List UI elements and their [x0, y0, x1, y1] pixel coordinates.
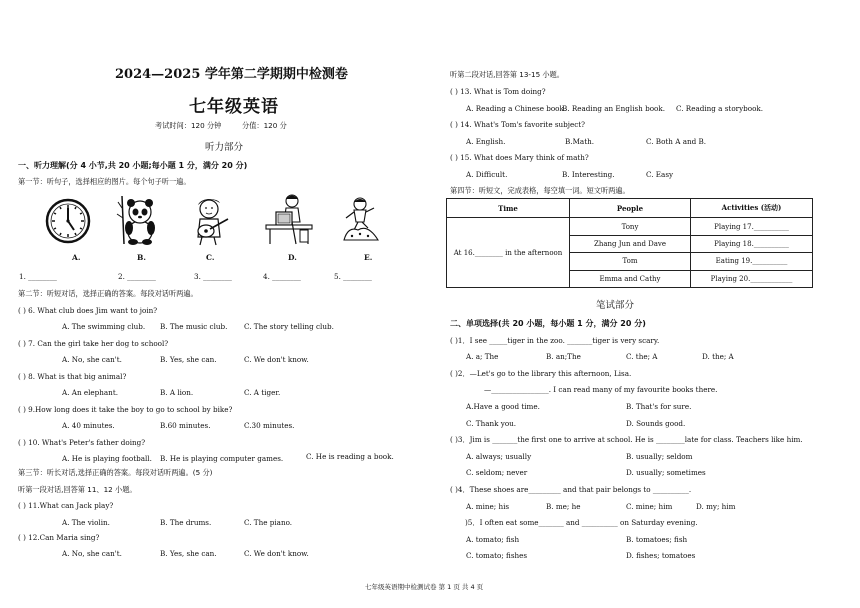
q7-option-b[interactable]: B. Yes, she can. [160, 355, 217, 364]
mc2-option-b[interactable]: B. That's for sure. [626, 402, 692, 411]
q7-option-c[interactable]: C. We don't know. [244, 355, 309, 364]
picture-letter-a: A. [72, 253, 81, 262]
q6-option-c[interactable]: C. The story telling club. [244, 322, 334, 331]
q6-option-b[interactable]: B. The music club. [160, 322, 228, 331]
q12-option-b[interactable]: B. Yes, she can. [160, 549, 217, 558]
mc1-option-c[interactable]: C. the; A [626, 352, 658, 361]
mc5-stem: )5．I often eat some_______ and __________ on Saturday evening. [465, 518, 698, 527]
q9-option-a[interactable]: A. 40 minutes. [62, 421, 115, 430]
table-people-cell: Zhang Jun and Dave [570, 235, 691, 252]
answer-blank-4[interactable]: 4. ________ [263, 272, 301, 281]
mc4-option-b[interactable]: B. me; he [546, 502, 581, 511]
guitar-boy-icon [188, 195, 232, 251]
panda-icon [116, 194, 158, 250]
mc2-option-a[interactable]: A.Have a good time. [466, 402, 540, 411]
answer-blank-3[interactable]: 3. ________ [194, 272, 232, 281]
table-header-people: People [570, 199, 691, 218]
q9-option-b[interactable]: B.60 minutes. [160, 421, 211, 430]
sub2-instruction: 第二节：听短对话，选择正确的答案。每段对话听两遍。 [18, 289, 198, 298]
mc4-option-d[interactable]: D. my; him [696, 502, 736, 511]
activity-table [446, 198, 813, 288]
q8-option-a[interactable]: A. An elephant. [62, 388, 118, 397]
written-part-title: 笔试部分 [596, 300, 635, 311]
mc3-option-d[interactable]: D. usually; sometimes [626, 468, 706, 477]
mc3-option-b[interactable]: B. usually; seldom [626, 452, 693, 461]
clock-icon [44, 196, 92, 250]
q12-option-a[interactable]: A. No, she can't. [62, 549, 122, 558]
mc1-option-a[interactable]: A. a; The [466, 352, 499, 361]
mc5-option-d[interactable]: D. fishes; tomatoes [626, 551, 696, 560]
picture-letter-d: D. [288, 253, 297, 262]
mc3-option-c[interactable]: C. seldom; never [466, 468, 528, 477]
table-activity-cell[interactable]: Playing 18.__________ [691, 235, 813, 252]
q10-option-a[interactable]: A. He is playing football. [62, 454, 152, 463]
table-activity-cell[interactable]: Playing 17.__________ [691, 218, 813, 235]
table-activity-cell[interactable]: Playing 20.____________ [691, 270, 813, 287]
q15-option-a[interactable]: A. Difficult. [466, 170, 508, 179]
mc1-option-b[interactable]: B. an;The [546, 352, 581, 361]
table-activity-cell[interactable]: Eating 19.__________ [691, 253, 813, 270]
q13-option-a[interactable]: A. Reading a Chinese book. [466, 104, 567, 113]
table-people-cell: Emma and Cathy [570, 270, 691, 287]
q14-option-b[interactable]: B.Math. [565, 137, 595, 146]
sub4-instruction: 第四节：听短文，完成表格，每空填一词。短文听两遍。 [450, 186, 630, 195]
computer-boy-icon [262, 192, 316, 252]
q6-option-a[interactable]: A. The swimming club. [62, 322, 146, 331]
q9-option-c[interactable]: C.30 minutes. [244, 421, 295, 430]
picture-letter-e: E. [364, 253, 373, 262]
dialog1-instruction: 听第一段对话,回答第 11、12 小题。 [18, 485, 137, 494]
q9-stem: ( ) 9.How long does it take the boy to go to school by bike? [18, 405, 233, 414]
answer-blank-5[interactable]: 5. ________ [334, 272, 372, 281]
exam-title: 2024—2025 学年第二学期期中检测卷 [115, 67, 348, 82]
q15-option-c[interactable]: C. Easy [646, 170, 674, 179]
q11-option-b[interactable]: B. The drums. [160, 518, 212, 527]
picture-letter-c: C. [206, 253, 215, 262]
section2-heading: 二、单项选择(共 20 小题，每小题 1 分，满分 20 分) [450, 319, 646, 328]
subject-title: 七年级英语 [189, 97, 279, 117]
q12-option-c[interactable]: C. We don't know. [244, 549, 309, 558]
table-time-cell[interactable]: At 16.________ in the afternoon [447, 218, 570, 288]
mc4-option-a[interactable]: A. mine; his [466, 502, 510, 511]
answer-blank-1[interactable]: 1. ________ [19, 272, 57, 281]
q7-option-a[interactable]: A. No, she can't. [62, 355, 122, 364]
picture-letter-b: B. [137, 253, 146, 262]
q15-option-b[interactable]: B. Interesting. [562, 170, 615, 179]
q12-stem: ( ) 12.Can Maria sing? [18, 533, 100, 542]
mc5-option-c[interactable]: C. tomato; fishes [466, 551, 528, 560]
mc1-option-d[interactable]: D. the; A [702, 352, 734, 361]
q8-stem: ( ) 8. What is that big animal? [18, 372, 127, 381]
q14-option-a[interactable]: A. English. [466, 137, 506, 146]
q8-option-c[interactable]: C. A tiger. [244, 388, 281, 397]
dialog2-instruction: 听第二段对话,回答第 13-15 小题。 [450, 70, 564, 79]
mc2-stem: ( )2．—Let's go to the library this afternoon, Lisa. [450, 369, 632, 378]
mc5-option-a[interactable]: A. tomato; fish [466, 535, 520, 544]
q15-stem: ( ) 15. What does Mary think of math? [450, 153, 589, 162]
section1-heading: 一、听力理解(分 4 小节,共 20 小题;每小题 1 分，满分 20 分) [18, 161, 248, 170]
q14-option-c[interactable]: C. Both A and B. [646, 137, 707, 146]
answer-blank-2[interactable]: 2. ________ [118, 272, 156, 281]
mc4-option-c[interactable]: C. mine; him [626, 502, 673, 511]
q10-option-c[interactable]: C. He is reading a book. [306, 452, 394, 461]
q11-option-c[interactable]: C. The piano. [244, 518, 293, 527]
page-footer: 七年级英语期中检测试卷 第 1 页 共 4 页 [365, 583, 484, 591]
mc5-option-b[interactable]: B. tomatoes; fish [626, 535, 688, 544]
q11-stem: ( ) 11.What can Jack play? [18, 501, 114, 510]
exam-time: 考试时间：120 分钟 [155, 121, 222, 130]
q13-stem: ( ) 13. What is Tom doing? [450, 87, 546, 96]
mc3-option-a[interactable]: A. always; usually [466, 452, 532, 461]
table-header-activities: Activities (活动) [691, 199, 813, 218]
mc1-stem: ( )1．I see _____tiger in the zoo. _______tiger is very scary. [450, 336, 660, 345]
mc2-option-d[interactable]: D. Sounds good. [626, 419, 686, 428]
table-header-time: Time [447, 199, 570, 218]
q13-option-b[interactable]: B. Reading an English book. [562, 104, 665, 113]
mc2-option-c[interactable]: C. Thank you. [466, 419, 517, 428]
q14-stem: ( ) 14. What's Tom's favorite subject? [450, 120, 586, 129]
listening-part-title: 听力部分 [205, 142, 244, 153]
mc2-line2: —________________. I can read many of my favourite books there. [484, 385, 718, 394]
q8-option-b[interactable]: B. A lion. [160, 388, 194, 397]
mc3-stem: ( )3．Jim is _______the first one to arrive at school. He is ________late for class. Teachers like him. [450, 435, 803, 444]
sub1-instruction: 第一节：听句子，选择相应的图片。每个句子听一遍。 [18, 177, 191, 186]
q10-stem: ( ) 10. What's Peter's father doing? [18, 438, 146, 447]
exam-score: 分值：120 分 [242, 121, 287, 130]
table-people-cell: Tom [570, 253, 691, 270]
q10-option-b[interactable]: B. He is playing computer games. [160, 454, 284, 463]
sub3-instruction: 第三节：听长对话,选择正确的答案。每段对话听两遍。(5 分) [18, 468, 213, 477]
q7-stem: ( ) 7. Can the girl take her dog to school? [18, 339, 169, 348]
mc4-stem: ( )4．These shoes are_________ and that pair belongs to __________. [450, 485, 692, 494]
q13-option-c[interactable]: C. Reading a storybook. [676, 104, 764, 113]
q11-option-a[interactable]: A. The violin. [62, 518, 110, 527]
table-people-cell: Tony [570, 218, 691, 235]
climbing-boy-icon [340, 196, 382, 246]
q6-stem: ( ) 6. What club does Jim want to join? [18, 306, 158, 315]
